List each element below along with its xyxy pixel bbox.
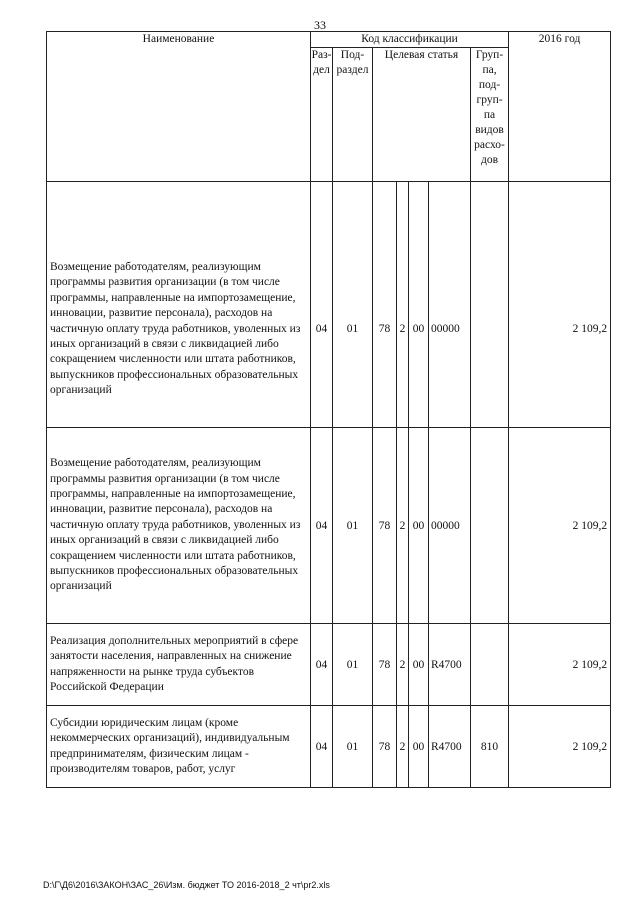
spacer-cell <box>429 182 471 232</box>
row-expense-group <box>471 624 509 706</box>
row-amount: 2 109,2 <box>509 706 611 788</box>
row-amount: 2 109,2 <box>509 232 611 428</box>
row-name: Возмещение работодателям, реализующим программы развития организации (в том числе программы, направленные на импортозамещение, инновации, развитие персонала), расходов на частичную оплату труда работников, уволенных из иных организаций в связи с ликвидацией либо сокращением численности или штата работников, выпускников профессиональных образовательных организаций <box>47 232 311 428</box>
row-section: 04 <box>311 232 333 428</box>
header-classification: Код классификации <box>311 32 509 48</box>
row-target-subprogram: 2 <box>397 232 409 428</box>
spacer-cell <box>333 182 373 232</box>
row-section: 04 <box>311 706 333 788</box>
row-target-subprogram: 2 <box>397 624 409 706</box>
spacer-cell <box>409 182 429 232</box>
row-target-direction: 00000 <box>429 428 471 624</box>
spacer-cell <box>397 182 409 232</box>
row-target-direction: R4700 <box>429 624 471 706</box>
row-target-subprogram: 2 <box>397 706 409 788</box>
row-target-program: 78 <box>373 428 397 624</box>
row-target-program: 78 <box>373 706 397 788</box>
header-name: Наименование <box>47 32 311 182</box>
row-name: Реализация дополнительных мероприятий в сфере занятости населения, направленных на снижение напряженности на рынке труда субъектов Российской Федерации <box>47 624 311 706</box>
row-subsection: 01 <box>333 428 373 624</box>
row-amount: 2 109,2 <box>509 624 611 706</box>
header-expense-group: Груп- па, под- груп- па видов расхо- дов <box>471 48 509 182</box>
row-section: 04 <box>311 428 333 624</box>
row-target-main-event: 00 <box>409 624 429 706</box>
row-expense-group <box>471 232 509 428</box>
row-subsection: 01 <box>333 624 373 706</box>
row-subsection: 01 <box>333 232 373 428</box>
table-row <box>47 428 611 624</box>
page-number: 33 <box>314 18 326 32</box>
header-year: 2016 год <box>509 32 611 182</box>
row-amount: 2 109,2 <box>509 428 611 624</box>
row-target-main-event: 00 <box>409 428 429 624</box>
row-target-direction: R4700 <box>429 706 471 788</box>
spacer-cell <box>373 182 397 232</box>
spacer-cell <box>47 182 311 232</box>
spacer-cell <box>311 182 333 232</box>
table-row <box>47 706 611 788</box>
row-target-program: 78 <box>373 624 397 706</box>
row-target-subprogram: 2 <box>397 428 409 624</box>
row-section: 04 <box>311 624 333 706</box>
row-target-main-event: 00 <box>409 706 429 788</box>
row-expense-group: 810 <box>471 706 509 788</box>
spacer-cell <box>509 182 611 232</box>
file-path-footer: D:\Г\Д6\2016\ЗАКОН\ЗАС_26\Изм. бюджет ТО 2016-2018_2 чт\pr2.xls <box>43 880 330 890</box>
header-section: Раз- дел <box>311 48 333 182</box>
spacer-cell <box>471 182 509 232</box>
table-row <box>47 624 611 706</box>
row-target-main-event: 00 <box>409 232 429 428</box>
row-expense-group <box>471 428 509 624</box>
row-target-program: 78 <box>373 232 397 428</box>
budget-table <box>46 31 611 788</box>
row-name: Субсидии юридическим лицам (кроме некоммерческих организаций), индивидуальным предпринимателям, физическим лицам - производителям товаров, работ, услуг <box>47 706 311 788</box>
header-target-article: Целевая статья <box>373 48 471 182</box>
row-name: Возмещение работодателям, реализующим программы развития организации (в том числе программы, направленные на импортозамещение, инновации, развитие персонала), расходов на частичную оплату труда работников, уволенных из иных организаций в связи с ликвидацией либо сокращением численности или штата работников, выпускников профессиональных образовательных организаций <box>47 428 311 624</box>
header-subsection: Под- раздел <box>333 48 373 182</box>
table-row <box>47 232 611 428</box>
row-target-direction: 00000 <box>429 232 471 428</box>
row-subsection: 01 <box>333 706 373 788</box>
